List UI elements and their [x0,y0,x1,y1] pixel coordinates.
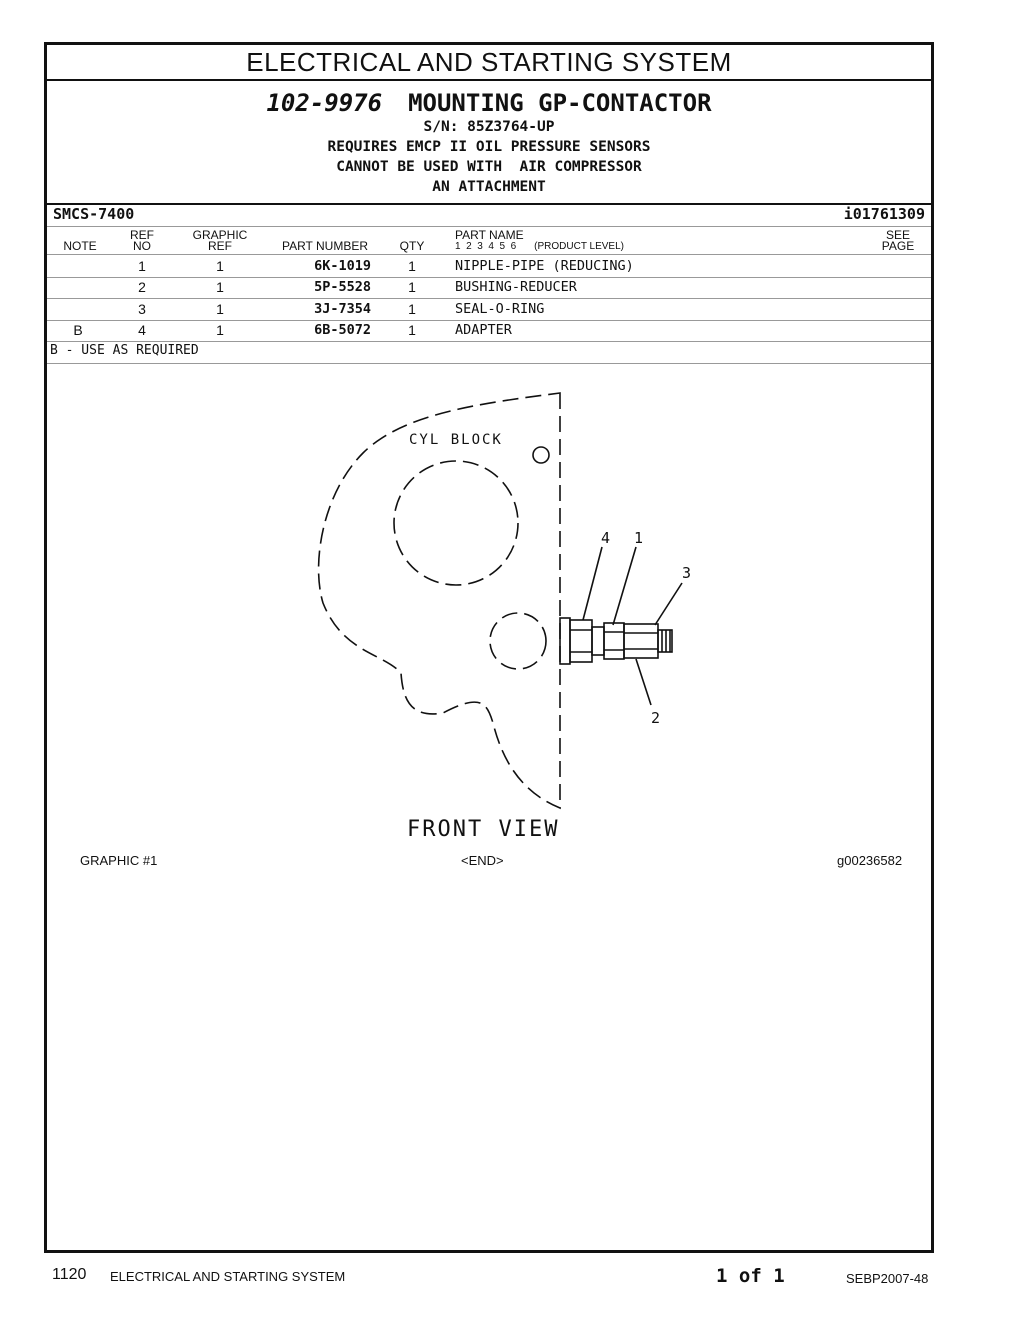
group-name: MOUNTING GP-CONTACTOR [408,89,712,117]
col-see-line1: SEE [885,228,910,242]
group-note-2: CANNOT BE USED WITH AIR COMPRESSOR [336,159,642,175]
row-qty: 1 [408,279,416,295]
row-qty: 1 [408,322,416,338]
end-label: <END> [461,853,504,868]
row-part-name: NIPPLE-PIPE (REDUCING) [455,258,634,274]
adapter-hex [570,620,592,662]
view-label: FRONT VIEW [407,817,560,842]
col-qty: QTY [399,239,425,253]
row-part-number: 6B-5072 [314,322,371,338]
row-ref: 2 [138,279,146,295]
smcs-code: SMCS-7400 [53,205,135,223]
footer-section: ELECTRICAL AND STARTING SYSTEM [110,1269,346,1284]
row-graphic-ref: 1 [216,258,224,274]
page-footer [0,1262,1020,1292]
row-part-number: 3J-7354 [314,301,371,317]
graphic-label: GRAPHIC #1 [80,853,158,868]
leader-1 [613,547,636,625]
document-number: SEBP2007-48 [846,1271,929,1286]
col-graphic-line1: GRAPHIC [192,228,248,242]
col-ref-line2: NO [133,239,151,253]
leader-4 [583,547,602,620]
col-graphic-line2: REF [208,239,232,253]
col-note: NOTE [63,239,97,253]
callout-1: 1 [634,529,644,547]
row-note: B [73,322,83,338]
parts-drawing [47,45,931,1250]
row-ref: 4 [138,322,146,338]
bore-small [490,613,546,669]
row-qty: 1 [408,258,416,274]
nipple-pipe [592,627,604,655]
row-graphic-ref: 1 [216,279,224,295]
cylinder-block-outline [319,393,560,808]
reducer-body [624,624,658,658]
col-part-number: PART NUMBER [281,239,368,253]
page-of: 1 of 1 [716,1265,785,1287]
bore-large [394,461,518,585]
row-part-name: BUSHING-REDUCER [455,279,577,295]
callout-4: 4 [601,529,611,547]
bushing-hex [604,623,624,659]
serial-number: S/N: 85Z3764-UP [423,119,555,135]
row-graphic-ref: 1 [216,301,224,317]
leader-3 [655,583,682,625]
footnote: B - USE AS REQUIRED [50,343,199,358]
graphic-id: g00236582 [837,853,903,868]
row-ref: 1 [138,258,146,274]
callout-2: 2 [651,709,661,727]
leader-2 [636,659,651,705]
group-number: 102-9976 [266,89,383,117]
row-qty: 1 [408,301,416,317]
section-title: ELECTRICAL AND STARTING SYSTEM [47,45,931,81]
row-part-number: 5P-5528 [314,279,371,295]
col-ref-line1: REF [130,228,154,242]
col-part-name: PART NAME [455,228,524,242]
row-part-name: SEAL-O-RING [455,301,545,317]
group-note-3: AN ATTACHMENT [432,179,546,195]
row-part-name: ADAPTER [455,322,512,338]
group-note-1: REQUIRES EMCP II OIL PRESSURE SENSORS [327,139,651,155]
row-ref: 3 [138,301,146,317]
block-label: CYL BLOCK [409,432,503,448]
row-graphic-ref: 1 [216,322,224,338]
col-see-line2: PAGE [881,239,915,253]
page-number: 1120 [52,1266,87,1283]
callout-3: 3 [682,564,692,582]
product-level-label: (PRODUCT LEVEL) [534,241,624,252]
illustration-id: i01761309 [843,205,925,223]
bolt-hole [533,447,549,463]
page-frame [44,42,934,1253]
row-part-number: 6K-1019 [314,258,371,274]
product-level-numbers: 1 2 3 4 5 6 [455,241,517,252]
adapter-body [560,618,570,664]
